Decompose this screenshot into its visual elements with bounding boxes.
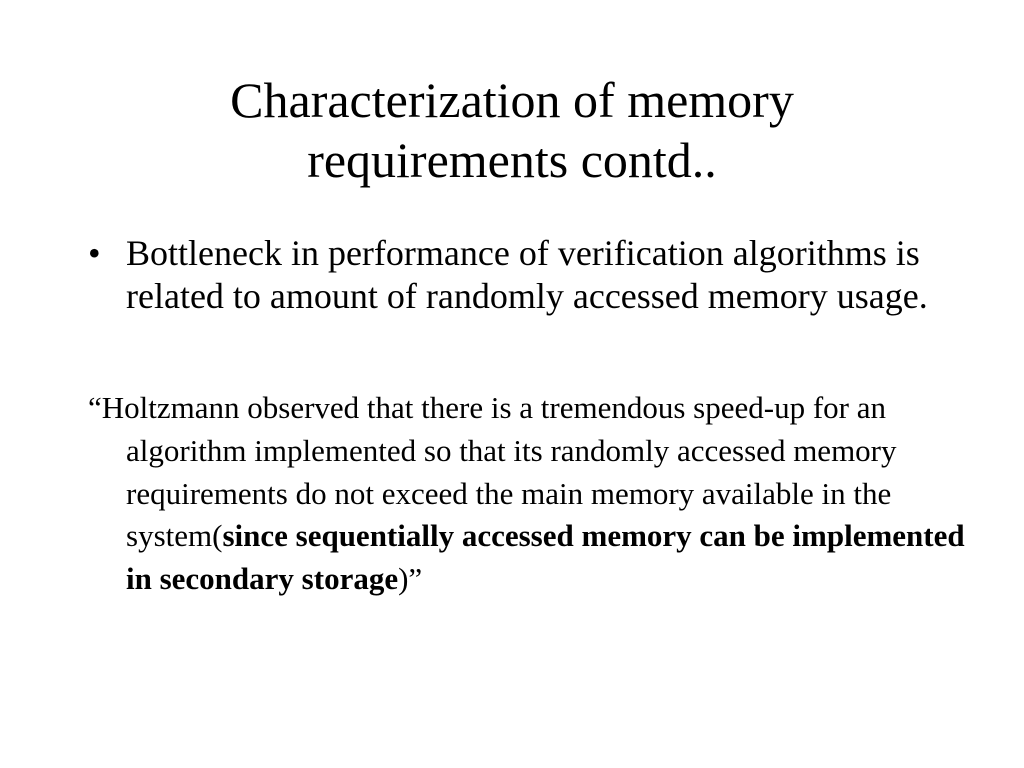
- quote-text-start: “Holtzmann observed that there is a tremendous speed-up for an algorithm implemented so that its randomly accessed memory requirements do not exceed the main memory available in the system(: [88, 390, 897, 554]
- bullet-dot-icon: •: [88, 233, 101, 273]
- slide-title: [80, 70, 944, 190]
- title-line-2: requirements contd..: [307, 132, 717, 188]
- bullet-text: Bottleneck in performance of verification algorithms is related to amount of randomly accessed memory usage.: [126, 233, 928, 317]
- quote-bold-text: since sequentially accessed memory can be implemented in secondary storage: [126, 518, 965, 597]
- bullet-point: [88, 232, 986, 318]
- quote-text-end: )”: [398, 561, 423, 597]
- title-line-1: Characterization of memory: [230, 72, 794, 128]
- quote-paragraph: [88, 387, 976, 601]
